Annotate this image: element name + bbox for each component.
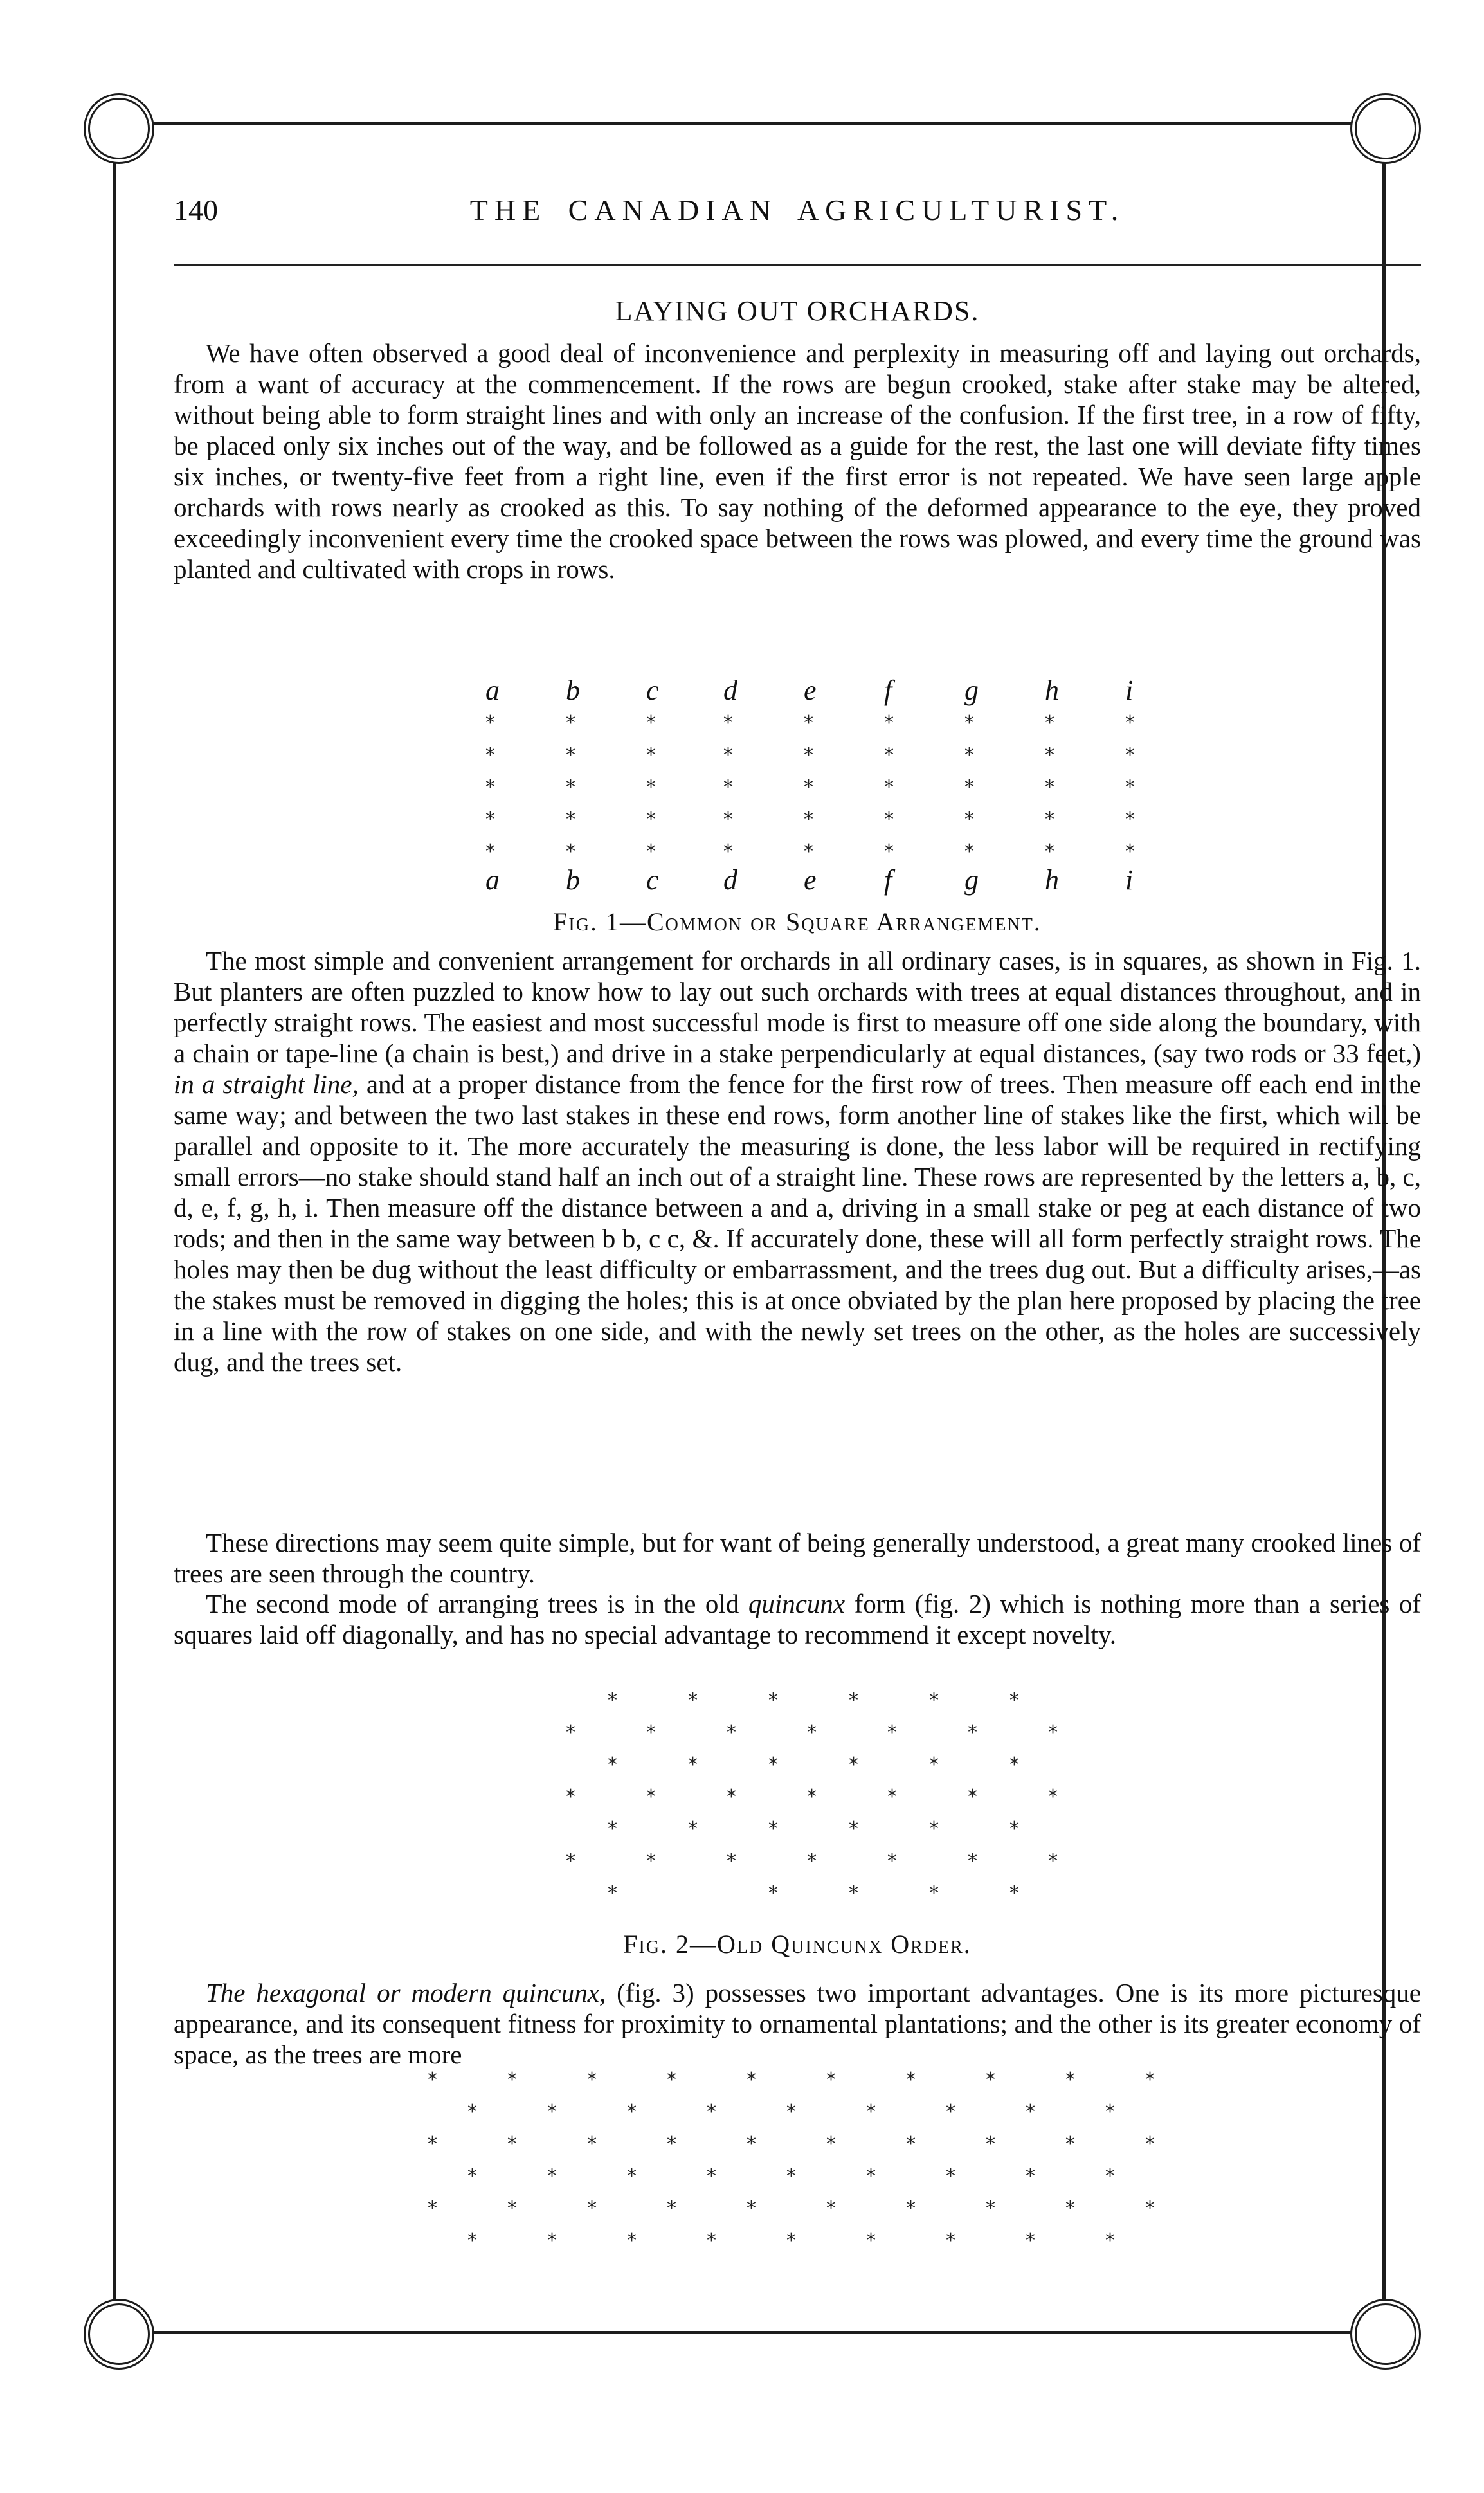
tree-marker: * [608, 1882, 617, 1905]
tree-marker: * [1048, 1786, 1058, 1808]
tree-marker: * [929, 1754, 939, 1776]
tree-marker: * [485, 744, 495, 766]
paragraph-2-emphasis: in a straight line, [174, 1069, 359, 1099]
tree-marker: * [1065, 2069, 1075, 2091]
paragraph-2-text-b: and at a proper distance from the fence for the first row of trees. Then measure off each end in the same way; and between the two last stakes in these end rows, form another line of stakes like the first, which will be parallel and opposite to it. The more accurately the measuring is done, the less labor will be required in rectifying small errors—no stake should stand half an inch out of a straight line. These rows are represented by the letters a, b, c, d, e, f, g, h, i. Then measure off the distance between a and a, driving in a small stake or peg at each distance of two rods; and then in the same way between b b, c c, &. If accurately done, these will all form perfectly straight rows. The holes may then be dug without the least difficulty or embarrassment, and the trees dug out. But a difficulty arises,—as the stakes must be removed in digging the holes; this is at once obviated by the plan here proposed by placing the tree in a line with the row of stakes on one side, and with the newly set trees on the other, as the holes are successively dug, and the trees set. [174, 1069, 1422, 1377]
row-letter: c [646, 675, 659, 706]
tree-marker: * [964, 840, 974, 863]
tree-marker: * [929, 1882, 939, 1905]
tree-marker: * [747, 2197, 756, 2220]
tree-marker: * [723, 712, 733, 734]
row-letter: i [1125, 864, 1134, 896]
tree-marker: * [566, 840, 575, 863]
row-letter: d [723, 864, 737, 896]
tree-marker: * [1045, 744, 1054, 766]
tree-marker: * [646, 1721, 656, 1744]
tree-marker: * [964, 776, 974, 799]
tree-marker: * [566, 1721, 575, 1744]
tree-marker: * [946, 2229, 955, 2252]
paragraph-5 [174, 1977, 1421, 2070]
running-head: THE CANADIAN AGRICULTURIST. [469, 194, 1125, 226]
row-letter: a [485, 675, 500, 706]
tree-marker: * [467, 2165, 477, 2188]
figure-2-caption: Fig. 2—Old Quincunx Order. [623, 1930, 972, 1959]
tree-marker: * [986, 2069, 995, 2091]
tree-marker: * [964, 808, 974, 831]
tree-marker: * [485, 808, 495, 831]
tree-marker: * [727, 1721, 736, 1744]
tree-marker: * [667, 2197, 676, 2220]
paragraph-5-text: (fig. 3) possesses two important advantages. One is its more picturesque appearance, and its consequent fitness for proximity to ornamental plantations; and the other is its greater economy of space, as the trees are more [174, 1978, 1422, 2069]
tree-marker: * [1026, 2229, 1035, 2252]
tree-marker: * [646, 776, 656, 799]
paragraph-1: We have often observed a good deal of inconvenience and perplexity in measuring off and laying out orchards, from a want of accuracy at the commencement. If the rows are begun crooked, stake after stake may be altered, without being able to form straight lines and with only an increase of the confusion. If the first tree, in a row of fifty, be placed only six inches out of the way, and be followed as a guide for the rest, the last one will deviate fifty times six inches, or twenty-five feet from a right line, even if the first error is not repeated. We have seen large apple orchards with rows nearly as crooked as this. To say nothing of the deformed appearance to the eye, they proved exceedingly inconvenient every time the crooked space between the rows was plowed, and every time the ground was planted and cultivated with crops in rows. [174, 338, 1421, 584]
tree-marker: * [807, 1786, 817, 1808]
row-letter: b [566, 675, 580, 706]
tree-marker: * [646, 808, 656, 831]
tree-marker: * [727, 1786, 736, 1808]
tree-marker: * [485, 712, 495, 734]
tree-marker: * [608, 1689, 617, 1712]
paragraph-2-text-a: The most simple and convenient arrangement for orchards in all ordinary cases, is in squares, as shown in Fig. 1. But planters are often puzzled to know how to lay out such orchards with trees at equal distances throughout, and in perfectly straight rows. The easiest and most successful mode is first to measure off one side along the boundary, with a chain or tape-line (a chain is best,) and drive in a stake perpendicularly at equal distances, (say two rods or 33 feet,) [174, 946, 1421, 1068]
paragraph-4 [174, 1588, 1421, 1650]
tree-marker: * [467, 2229, 477, 2252]
tree-marker: * [1009, 1818, 1019, 1840]
tree-marker: * [1105, 2101, 1115, 2123]
paragraph-5-emphasis: The hexagonal or modern quincunx, [206, 1978, 606, 2008]
corner-ornament [84, 2299, 154, 2370]
tree-marker: * [1125, 776, 1135, 799]
tree-marker: * [929, 1818, 939, 1840]
tree-marker: * [646, 744, 656, 766]
article-title: LAYING OUT ORCHARDS. [615, 295, 980, 327]
tree-marker: * [1145, 2069, 1155, 2091]
tree-marker: * [884, 744, 894, 766]
row-letter: h [1045, 675, 1059, 706]
tree-marker: * [1045, 808, 1054, 831]
tree-marker: * [946, 2101, 955, 2123]
row-letter: b [566, 864, 580, 896]
row-letter: i [1125, 675, 1134, 706]
tree-marker: * [646, 1786, 656, 1808]
row-letter: g [964, 864, 979, 896]
tree-marker: * [547, 2229, 557, 2252]
tree-marker: * [587, 2197, 597, 2220]
tree-marker: * [566, 1850, 575, 1872]
corner-ornament [1350, 2299, 1421, 2370]
tree-marker: * [849, 1689, 858, 1712]
tree-marker: * [1105, 2229, 1115, 2252]
tree-marker: * [627, 2165, 637, 2188]
tree-marker: * [1125, 840, 1135, 863]
tree-marker: * [887, 1850, 897, 1872]
tree-marker: * [964, 744, 974, 766]
tree-marker: * [707, 2165, 716, 2188]
tree-marker: * [786, 2229, 796, 2252]
tree-marker: * [646, 840, 656, 863]
tree-marker: * [826, 2197, 836, 2220]
tree-marker: * [667, 2133, 676, 2155]
tree-marker: * [826, 2069, 836, 2091]
tree-marker: * [884, 712, 894, 734]
tree-marker: * [964, 712, 974, 734]
tree-marker: * [804, 808, 813, 831]
tree-marker: * [768, 1818, 778, 1840]
tree-marker: * [887, 1721, 897, 1744]
tree-marker: * [723, 840, 733, 863]
row-letter: d [723, 675, 737, 706]
tree-marker: * [428, 2133, 437, 2155]
paragraph-2 [174, 945, 1421, 1377]
tree-marker: * [688, 1818, 698, 1840]
tree-marker: * [768, 1882, 778, 1905]
tree-marker: * [866, 2165, 876, 2188]
tree-marker: * [566, 712, 575, 734]
header-rule [174, 264, 1421, 266]
tree-marker: * [1145, 2197, 1155, 2220]
tree-marker: * [667, 2069, 676, 2091]
tree-marker: * [566, 808, 575, 831]
tree-marker: * [786, 2101, 796, 2123]
tree-marker: * [688, 1754, 698, 1776]
tree-marker: * [507, 2197, 517, 2220]
tree-marker: * [587, 2069, 597, 2091]
paragraph-4-emphasis: quincunx [748, 1589, 846, 1618]
tree-marker: * [547, 2101, 557, 2123]
tree-marker: * [723, 808, 733, 831]
tree-marker: * [1045, 712, 1054, 734]
tree-marker: * [566, 776, 575, 799]
page-header [174, 193, 1421, 244]
tree-marker: * [688, 1689, 698, 1712]
tree-marker: * [1026, 2165, 1035, 2188]
tree-marker: * [826, 2133, 836, 2155]
tree-marker: * [884, 776, 894, 799]
tree-marker: * [627, 2101, 637, 2123]
tree-marker: * [849, 1818, 858, 1840]
row-letter: f [884, 864, 892, 896]
tree-marker: * [707, 2101, 716, 2123]
tree-marker: * [786, 2165, 796, 2188]
tree-marker: * [968, 1721, 977, 1744]
row-letter: c [646, 864, 659, 896]
tree-marker: * [723, 776, 733, 799]
tree-marker: * [1009, 1754, 1019, 1776]
tree-marker: * [1125, 744, 1135, 766]
tree-marker: * [884, 840, 894, 863]
tree-marker: * [727, 1850, 736, 1872]
tree-marker: * [986, 2197, 995, 2220]
tree-marker: * [1125, 712, 1135, 734]
row-letter: g [964, 675, 979, 706]
tree-marker: * [485, 840, 495, 863]
tree-marker: * [566, 1786, 575, 1808]
tree-marker: * [646, 712, 656, 734]
tree-marker: * [768, 1754, 778, 1776]
tree-marker: * [946, 2165, 955, 2188]
tree-marker: * [1105, 2165, 1115, 2188]
tree-marker: * [804, 840, 813, 863]
tree-marker: * [968, 1786, 977, 1808]
tree-marker: * [1145, 2133, 1155, 2155]
tree-marker: * [1065, 2197, 1075, 2220]
tree-marker: * [1026, 2101, 1035, 2123]
tree-marker: * [887, 1786, 897, 1808]
tree-marker: * [968, 1850, 977, 1872]
tree-marker: * [804, 712, 813, 734]
tree-marker: * [1045, 840, 1054, 863]
tree-marker: * [768, 1689, 778, 1712]
tree-marker: * [1009, 1882, 1019, 1905]
tree-marker: * [807, 1721, 817, 1744]
tree-marker: * [646, 1850, 656, 1872]
page-number: 140 [174, 194, 218, 226]
tree-marker: * [627, 2229, 637, 2252]
tree-marker: * [707, 2229, 716, 2252]
tree-marker: * [1048, 1850, 1058, 1872]
tree-marker: * [467, 2101, 477, 2123]
tree-marker: * [906, 2197, 916, 2220]
tree-marker: * [906, 2133, 916, 2155]
row-letter: a [485, 864, 500, 896]
tree-marker: * [1009, 1689, 1019, 1712]
tree-marker: * [747, 2133, 756, 2155]
tree-marker: * [804, 744, 813, 766]
tree-marker: * [929, 1689, 939, 1712]
tree-marker: * [1065, 2133, 1075, 2155]
tree-marker: * [485, 776, 495, 799]
tree-marker: * [986, 2133, 995, 2155]
figure-1-caption: Fig. 1—Common or Square Arrangement. [553, 907, 1042, 936]
tree-marker: * [906, 2069, 916, 2091]
tree-marker: * [428, 2069, 437, 2091]
row-letter: e [804, 864, 817, 896]
tree-marker: * [866, 2229, 876, 2252]
tree-marker: * [1045, 776, 1054, 799]
corner-ornament [1350, 93, 1421, 164]
tree-marker: * [566, 744, 575, 766]
tree-marker: * [866, 2101, 876, 2123]
paragraph-3: These directions may seem quite simple, but for want of being generally understood, a great many crooked lines of trees are seen through the country. [174, 1528, 1421, 1588]
tree-marker: * [507, 2133, 517, 2155]
tree-marker: * [804, 776, 813, 799]
paragraph-4-text-b: form (fig. 2) which is nothing more than a series of squares laid off diagonally, and has no special advantage to recommend it except novelty. [174, 1589, 1422, 1649]
tree-marker: * [547, 2165, 557, 2188]
tree-marker: * [608, 1818, 617, 1840]
corner-ornament [84, 93, 154, 164]
tree-marker: * [587, 2133, 597, 2155]
tree-marker: * [1048, 1721, 1058, 1744]
row-letter: e [804, 675, 817, 706]
tree-marker: * [723, 744, 733, 766]
tree-marker: * [507, 2069, 517, 2091]
tree-marker: * [807, 1850, 817, 1872]
tree-marker: * [747, 2069, 756, 2091]
tree-marker: * [608, 1754, 617, 1776]
tree-marker: * [884, 808, 894, 831]
tree-marker: * [849, 1754, 858, 1776]
paragraph-4-text-a: The second mode of arranging trees is in the old [206, 1589, 739, 1618]
row-letter: h [1045, 864, 1059, 896]
row-letter: f [884, 675, 892, 706]
tree-marker: * [428, 2197, 437, 2220]
tree-marker: * [849, 1882, 858, 1905]
tree-marker: * [1125, 808, 1135, 831]
